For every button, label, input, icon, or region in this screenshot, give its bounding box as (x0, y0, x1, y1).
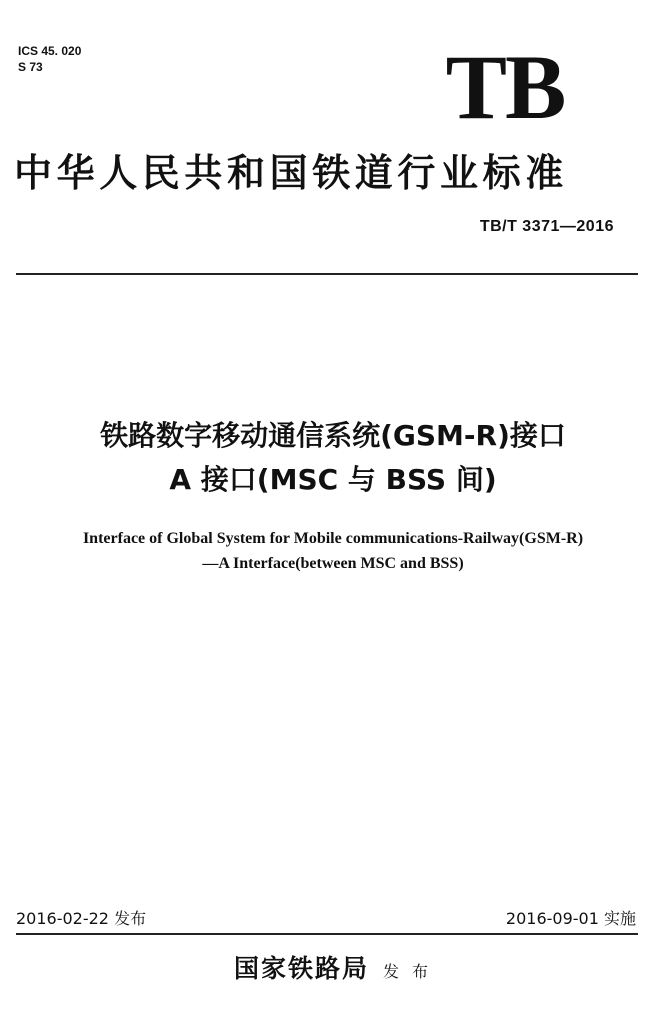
publisher-suffix: 发 布 (382, 962, 433, 981)
ics-code: ICS 45. 020 (18, 44, 82, 58)
title-english-line-2: —A Interface(between MSC and BSS) (202, 555, 464, 572)
top-divider (16, 273, 638, 275)
bottom-divider (16, 933, 638, 935)
issue-date: 2016-02-22 发布 (16, 909, 147, 928)
standard-type-heading: 中华人民共和国铁道行业标准 (14, 150, 568, 195)
classification-code: S 73 (18, 60, 43, 74)
publisher-name: 国家铁路局 (233, 954, 369, 983)
standard-code: TB/T 3371—2016 (479, 218, 614, 235)
title-english-line-1: Interface of Global System for Mobile communications-Railway(GSM-R) (82, 530, 584, 547)
publisher-block (0, 952, 666, 989)
title-chinese-line-2: A 接口(MSC 与 BSS 间) (169, 463, 497, 496)
implementation-date: 2016-09-01 实施 (505, 909, 636, 928)
title-chinese-line-1: 铁路数字移动通信系统(GSM-R)接口 (100, 419, 566, 452)
tb-logo: TB (445, 36, 565, 138)
